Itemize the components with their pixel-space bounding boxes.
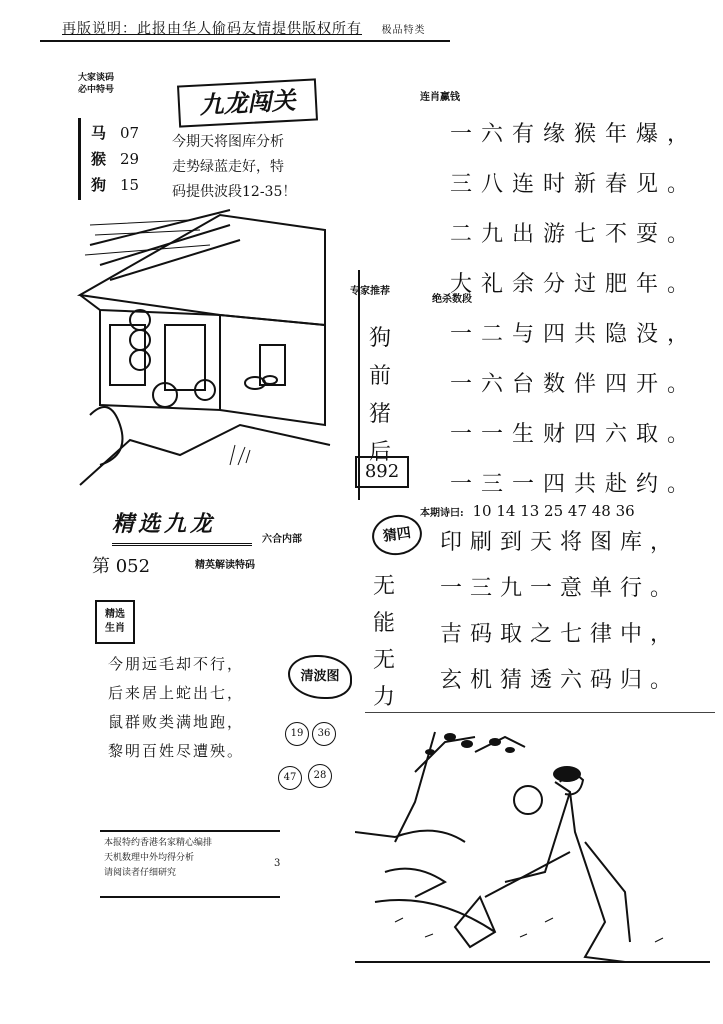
analysis-line-2: 走势绿蓝走好，特 bbox=[172, 159, 284, 175]
side-vertical-text bbox=[365, 320, 395, 472]
side-label: 专家推荐 bbox=[350, 286, 390, 297]
poem-secondary bbox=[440, 520, 680, 704]
analysis-line-3: 码提供波段12-35！ bbox=[172, 184, 297, 200]
side-char: 后 bbox=[368, 440, 391, 465]
period-label: 本期诗曰: bbox=[420, 508, 464, 519]
poem-line: 二九出游七不耍。 bbox=[450, 222, 699, 247]
poem-line: 今朋远毛却不行， bbox=[108, 655, 245, 673]
phrase-char: 无 bbox=[372, 648, 395, 673]
main-title: 九龙闯关 bbox=[177, 78, 318, 127]
poem-line: 后来居上蛇出七， bbox=[108, 684, 245, 702]
category-label: 连肖赢钱 bbox=[420, 92, 460, 103]
zodiac-animal: 马 bbox=[91, 124, 107, 142]
header-rule bbox=[40, 40, 450, 42]
side-number-box: 892 bbox=[355, 456, 409, 488]
circled-number: 19 bbox=[285, 722, 309, 746]
note-line-1: 本报特约香港名家精心编排 bbox=[104, 838, 213, 848]
phrase-char: 力 bbox=[372, 685, 395, 710]
side-char: 狗 bbox=[368, 326, 391, 351]
period-values: 10 14 13 25 47 48 36 bbox=[472, 502, 635, 520]
poem-line: 一一生财四六取。 bbox=[450, 422, 699, 447]
clear-wave-badge: 清波图 bbox=[288, 655, 352, 699]
category-label-2: 绝杀数段 bbox=[432, 294, 472, 305]
analysis-line-1: 今期天将图库分析 bbox=[172, 134, 284, 150]
top-left-stamp bbox=[78, 72, 114, 96]
poem-line: 一二与四共隐没， bbox=[450, 322, 699, 347]
tag-box bbox=[95, 600, 135, 644]
farmer-illustration bbox=[355, 722, 710, 967]
side-char: 前 bbox=[368, 364, 391, 389]
zodiac-number: 29 bbox=[120, 150, 140, 168]
guess-badge: 猜四 bbox=[369, 512, 424, 559]
poem-line: 鼠群败类满地跑， bbox=[108, 713, 245, 731]
circled-number: 47 bbox=[278, 766, 302, 790]
notice-text: 再版说明：此报由华人偷码友情提供版权所有 bbox=[62, 21, 362, 37]
issue-number: 第 052 bbox=[92, 556, 151, 577]
poem-line: 玄机猜透六码归。 bbox=[440, 668, 681, 693]
zodiac-row bbox=[91, 174, 139, 195]
zodiac-row bbox=[91, 122, 139, 143]
poem-main bbox=[450, 110, 698, 510]
notice-tail: 极品特类 bbox=[381, 25, 426, 36]
poem-line: 大礼余分过肥年。 bbox=[450, 272, 699, 297]
poem-line: 一六台数伴四开。 bbox=[450, 372, 699, 397]
poem-line: 一六有缘猴年爆， bbox=[450, 122, 699, 147]
circled-number: 28 bbox=[308, 764, 332, 788]
note-mark: 3 bbox=[274, 858, 281, 869]
issue-sub: 精英解读特码 bbox=[195, 560, 255, 571]
house-illustration bbox=[70, 205, 345, 490]
poem-line: 一三九一意单行。 bbox=[440, 576, 681, 601]
zodiac-row bbox=[91, 148, 139, 169]
poem-line: 一三一四共赴约。 bbox=[450, 472, 699, 497]
zodiac-animal: 猴 bbox=[91, 150, 107, 168]
side-char: 猪 bbox=[368, 402, 391, 427]
zodiac-number: 07 bbox=[120, 124, 140, 142]
poem-line: 三八连时新春见。 bbox=[450, 172, 699, 197]
circled-number: 36 bbox=[312, 722, 336, 746]
zodiac-list bbox=[78, 118, 151, 200]
poem-line: 黎明百姓尽遭殃。 bbox=[108, 742, 245, 760]
section-rule bbox=[365, 712, 715, 713]
period-numbers bbox=[420, 502, 635, 520]
stamp-line-2: 必中特号 bbox=[78, 85, 115, 95]
phrase-char: 无 bbox=[372, 574, 395, 599]
poem-left bbox=[108, 650, 244, 766]
footnote-box bbox=[100, 830, 280, 898]
zodiac-animal: 狗 bbox=[91, 176, 107, 194]
tag-line-1: 精选 bbox=[105, 609, 125, 620]
zodiac-number: 15 bbox=[120, 176, 140, 194]
vertical-phrase bbox=[370, 568, 398, 716]
phrase-char: 能 bbox=[372, 611, 395, 636]
note-line-3: 请阅读者仔细研究 bbox=[104, 868, 177, 878]
reprint-notice bbox=[62, 18, 425, 38]
section-title: 精选九龙 bbox=[112, 507, 252, 546]
stamp-line-1: 大家谈码 bbox=[78, 73, 115, 83]
poem-line: 吉码取之七律中， bbox=[440, 622, 681, 647]
tag-line-2: 生肖 bbox=[105, 623, 125, 634]
analysis-text bbox=[172, 130, 372, 205]
poem-line: 印刷到天将图库， bbox=[440, 530, 681, 555]
note-line-2: 天机数理中外均得分析 bbox=[104, 853, 195, 863]
section-title-sub: 六合内部 bbox=[262, 534, 302, 545]
